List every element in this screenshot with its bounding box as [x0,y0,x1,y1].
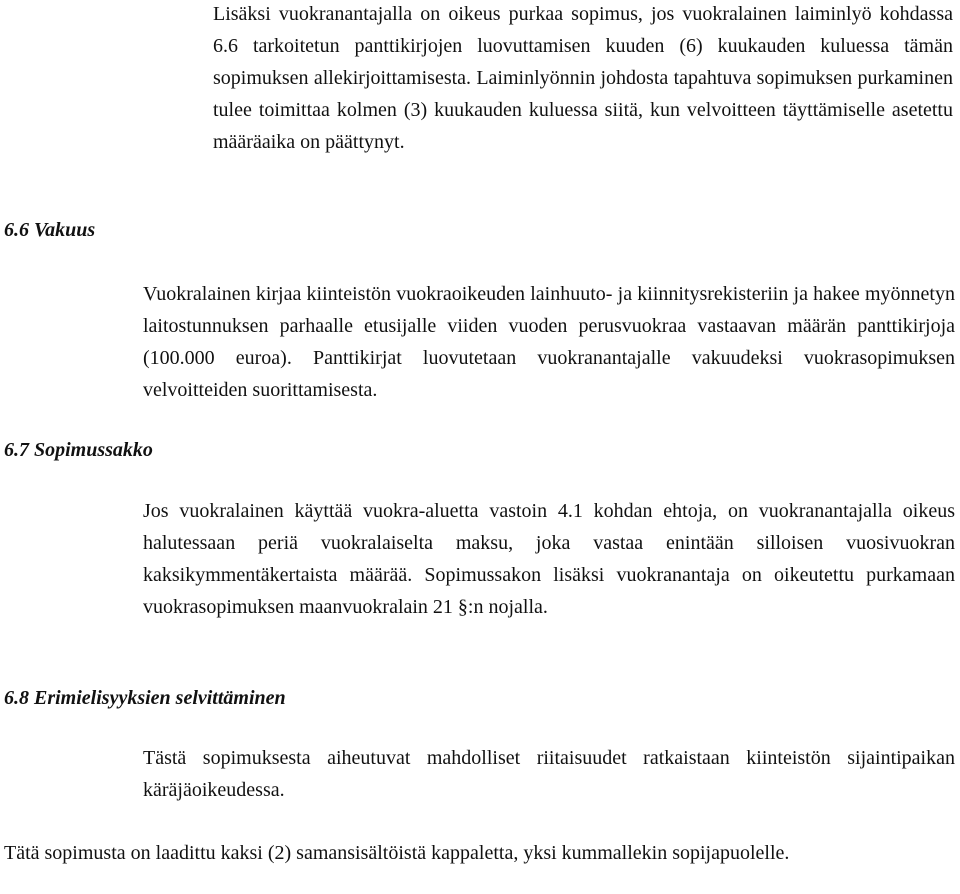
intro-paragraph: Lisäksi vuokranantajalla on oikeus purkaa sopimus, jos vuokralainen laiminlyö kohdassa 6.6 tarkoitetun panttikirjojen luovuttamisen kuuden (6) kuukauden kuluessa tämän sopimuksen allekirjoittamisesta. Laiminlyönnin johdosta tapahtuva sopimuksen purkaminen tulee toimittaa kolmen (3) kuukauden kuluessa siitä, kun velvoitteen täyttämiselle asetettu määräaika on päättynyt. [213,3,953,153]
section-heading-vakuus: 6.6 Vakuus [4,219,96,241]
final-paragraph: Tätä sopimusta on laadittu kaksi (2) samansisältöistä kappaletta, yksi kummallekin sopijapuolelle. [4,842,790,864]
section-paragraph-sopimussakko: Jos vuokralainen käyttää vuokra-aluetta vastoin 4.1 kohdan ehtoja, on vuokranantajalla oikeus halutessaan periä vuokralaiselta maksu, joka vastaa enintään silloisen vuosivuokran kaksikymmentäkertaista määrää. Sopimussakon lisäksi vuokranantaja on oikeutettu purkamaan vuokrasopimuksen maanvuokralain 21 §:n nojalla. [143,500,955,618]
section-heading-erimielisyyksien-selvittaminen: 6.8 Erimielisyyksien selvittäminen [4,687,286,709]
section-paragraph-erimielisyyksien-selvittaminen: Tästä sopimuksesta aiheutuvat mahdolliset riitaisuudet ratkaistaan kiinteistön sijaintipaikan käräjäoikeudessa. [143,747,955,801]
section-heading-sopimussakko: 6.7 Sopimussakko [4,439,153,461]
section-paragraph-vakuus: Vuokralainen kirjaa kiinteistön vuokraoikeuden lainhuuto- ja kiinnitysrekisteriin ja hakee myönnetyn laitostunnuksen parhaalle etusijalle viiden vuoden perusvuokraa vastaavan määrän panttikirjoja (100.000 euroa). Panttikirjat luovutetaan vuokranantajalle vakuudeksi vuokrasopimuksen velvoitteiden suorittamisesta. [143,283,955,401]
